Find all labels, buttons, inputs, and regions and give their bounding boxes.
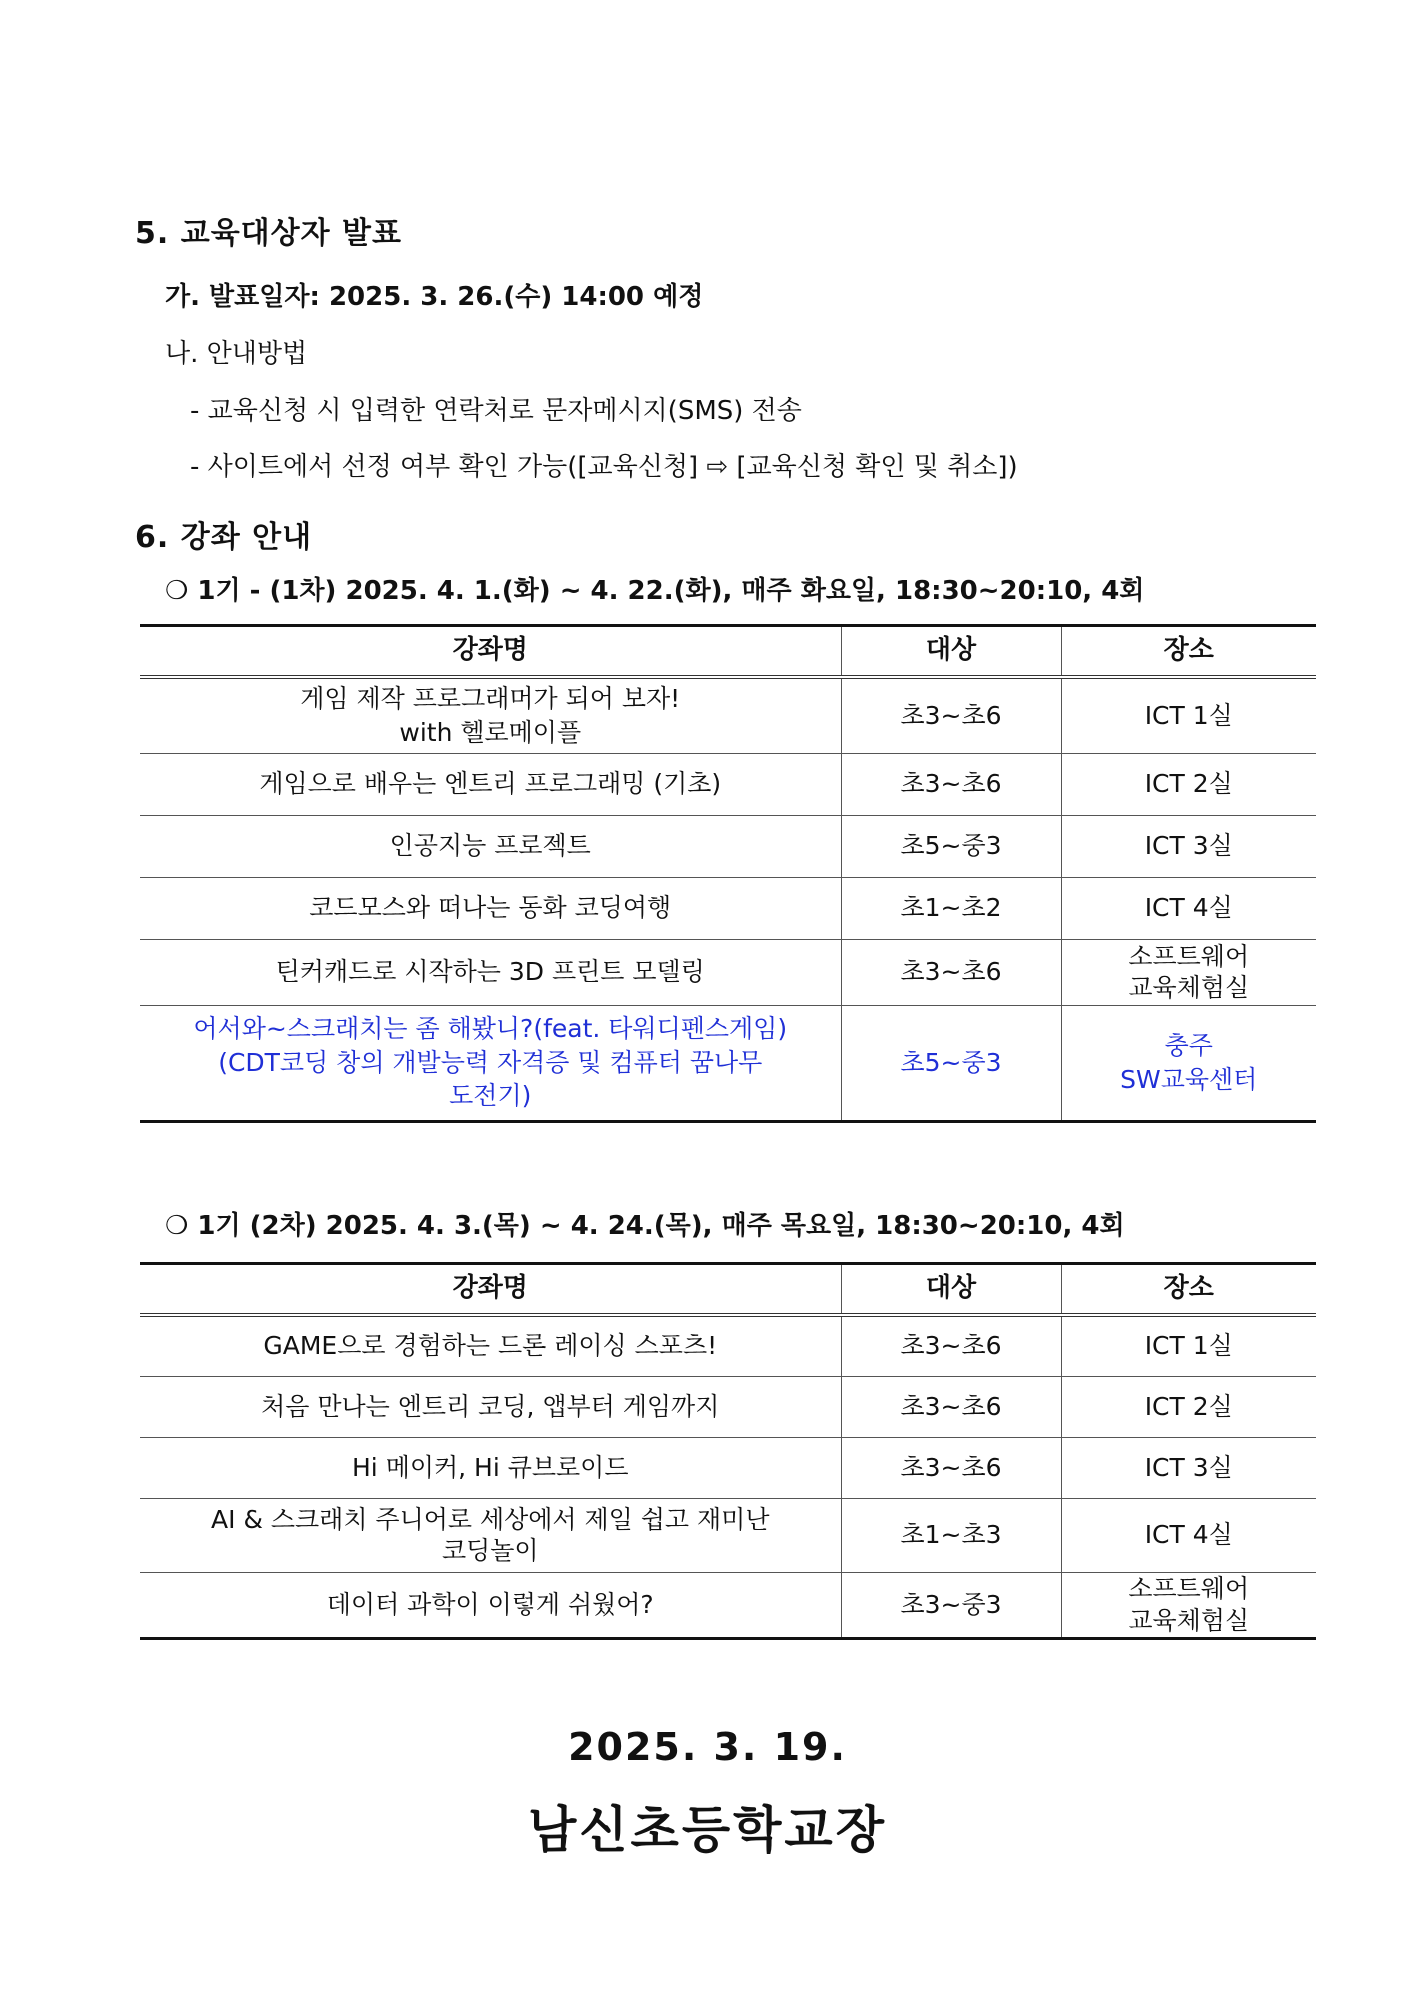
table-row-highlighted [140, 1005, 1316, 1121]
course-name: 틴커캐드로 시작하는 3D 프린트 모델링 [140, 939, 841, 1005]
course-name: 인공지능 프로젝트 [140, 815, 841, 877]
course-place: 소프트웨어 교육체험실 [1061, 939, 1316, 1005]
course-target: 초3~초6 [841, 1315, 1061, 1376]
course-target: 초3~초6 [841, 939, 1061, 1005]
table-header-row [140, 626, 1316, 678]
course-name: 데이터 과학이 이렇게 쉬웠어? [140, 1572, 841, 1638]
section6-title: 6. 강좌 안내 [135, 520, 313, 555]
table-row [140, 1437, 1316, 1498]
table-row [140, 815, 1316, 877]
course-name: 게임으로 배우는 엔트리 프로그래밍 (기초) [140, 753, 841, 815]
course-place: ICT 1실 [1061, 677, 1316, 753]
course-place: 충주 SW교육센터 [1061, 1005, 1316, 1121]
course-place: ICT 3실 [1061, 1437, 1316, 1498]
header-course-name: 강좌명 [140, 1264, 841, 1316]
table-header-row [140, 1264, 1316, 1316]
header-target: 대상 [841, 1264, 1061, 1316]
course-name: 게임 제작 프로그래머가 되어 보자! with 헬로메이플 [140, 677, 841, 753]
course-name: 어서와~스크래치는 좀 해봤니?(feat. 타워디펜스게임) (CDT코딩 창의 개발능력 자격증 및 컴퓨터 꿈나무 도전기) [140, 1005, 841, 1121]
table-row [140, 677, 1316, 753]
announcement-date: 가. 발표일자: 2025. 3. 26.(수) 14:00 예정 [165, 282, 704, 312]
course-name: Hi 메이커, Hi 큐브로이드 [140, 1437, 841, 1498]
table-row [140, 1498, 1316, 1572]
header-place: 장소 [1061, 1264, 1316, 1316]
course-target: 초5~중3 [841, 815, 1061, 877]
course-target: 초5~중3 [841, 1005, 1061, 1121]
session1-course-table [140, 624, 1316, 1123]
header-place: 장소 [1061, 626, 1316, 678]
course-place: ICT 3실 [1061, 815, 1316, 877]
header-course-name: 강좌명 [140, 626, 841, 678]
site-check-bullet: - 사이트에서 선정 여부 확인 가능([교육신청] ⇨ [교육신청 확인 및 취소]) [190, 452, 1018, 482]
notice-method-label: 나. 안내방법 [165, 339, 308, 369]
course-target: 초3~초6 [841, 753, 1061, 815]
course-place: 소프트웨어 교육체험실 [1061, 1572, 1316, 1638]
document-date: 2025. 3. 19. [568, 1725, 847, 1769]
header-target: 대상 [841, 626, 1061, 678]
section5-title: 5. 교육대상자 발표 [135, 216, 403, 251]
session2-course-table [140, 1262, 1316, 1640]
course-place: ICT 2실 [1061, 753, 1316, 815]
table-row [140, 1315, 1316, 1376]
course-target: 초1~초3 [841, 1498, 1061, 1572]
course-name: 코드모스와 떠나는 동화 코딩여행 [140, 877, 841, 939]
school-principal-signature: 남신초등학교장 [527, 1801, 888, 1859]
course-target: 초1~초2 [841, 877, 1061, 939]
table-row [140, 877, 1316, 939]
course-place: ICT 1실 [1061, 1315, 1316, 1376]
course-name: GAME으로 경험하는 드론 레이싱 스포츠! [140, 1315, 841, 1376]
course-target: 초3~초6 [841, 677, 1061, 753]
course-place: ICT 2실 [1061, 1376, 1316, 1437]
course-name: 처음 만나는 엔트리 코딩, 앱부터 게임까지 [140, 1376, 841, 1437]
sms-notice-bullet: - 교육신청 시 입력한 연락처로 문자메시지(SMS) 전송 [190, 396, 802, 426]
course-place: ICT 4실 [1061, 1498, 1316, 1572]
course-target: 초3~중3 [841, 1572, 1061, 1638]
table-row [140, 1572, 1316, 1638]
session1-heading: ❍ 1기 - (1차) 2025. 4. 1.(화) ~ 4. 22.(화), 매주 화요일, 18:30~20:10, 4회 [165, 576, 1145, 606]
session2-heading: ❍ 1기 (2차) 2025. 4. 3.(목) ~ 4. 24.(목), 매주 목요일, 18:30~20:10, 4회 [165, 1211, 1125, 1241]
course-target: 초3~초6 [841, 1437, 1061, 1498]
course-target: 초3~초6 [841, 1376, 1061, 1437]
table-row [140, 1376, 1316, 1437]
course-place: ICT 4실 [1061, 877, 1316, 939]
course-name: AI & 스크래치 주니어로 세상에서 제일 쉽고 재미난 코딩놀이 [140, 1498, 841, 1572]
table-row [140, 753, 1316, 815]
table-row [140, 939, 1316, 1005]
